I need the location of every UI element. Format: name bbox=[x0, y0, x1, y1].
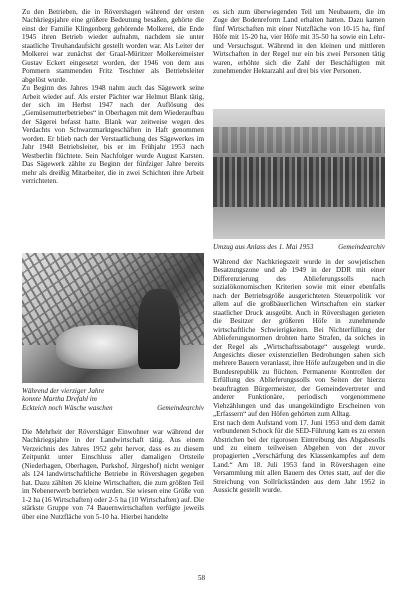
column-right-bottom bbox=[213, 258, 385, 495]
column-left-top bbox=[22, 8, 204, 186]
caption-washing bbox=[22, 387, 204, 412]
paragraph: Während der Nachkriegszeit wurde in der sowjetischen Besatzungszone und ab 1949 in der DDR mit einer Differenzierung des Ablieferungssolls nach sozialökonomischen Kriterien sowie mit einer ebenfalls nach der Betriebsgröße ausgerichteten Steuerpolitik vor allem auf die großbäuerlichen Wirtschaften ein starker staatlicher Druck ausgeübt. Auch in Rövershagen gerieten die Besitzer der größeren Höfe in zunehmende wirtschaftliche Schwierigkeiten. Bei Nichterfüllung der Ablieferungsnormen drohten harte Strafen, da solches in der Regel als „Wirtschaftssabotage“ ausgelegt wurde. Angesichts dieser existenziellen Bedrohungen sahen sich mehrere Bauern veranlasst, ihre Höfe aufzugeben und in die Bundesrepublik zu flüchten. Permanente Kontrollen der Erfüllung des Ablieferungssolls von Seiten der hierzu beauftragten Bürgermeister, der Gemeindevertreter und anderer Funktionäre, periodisch vorgenommene Viehzählungen und das unangekündigte Erscheinen von „Erfassern“ auf den Höfen gehörten zum Alltag. bbox=[213, 258, 385, 419]
paragraph: Die Mehrheit der Rövershäger Einwohner war während der Nachkriegsjahre in der Landwirtschaft tätig. Aus einem Verzeichnis des Jahres 1952 geht hervor, dass es zu diesem Zeitpunkt unter Einschluss aller damaligen Ortsteile (Niederhagen, Oberhagen, Purkshof, Jürgeshof) nicht weniger als 124 landwirtschaftliche Betriebe in Rövershagen gegeben hat. Dazu zählten 26 kleine Wirtschaften, die zum größten Teil im Nebenerwerb betrieben wurden. Sie wiesen eine Größe von 1-2 ha (16 Wirtschaften) oder 2-5 ha (10 Wirtschaften) auf. Die stärkste Gruppe von 74 Bauernwirtschaften verfügte jeweils über eine Nutzfläche von 5-10 ha. Hierbei handelte bbox=[22, 428, 204, 521]
caption-may-day bbox=[213, 243, 385, 251]
paragraph: Erst nach dem Aufstand vom 17. Juni 1953 und dem damit verbundenen Schock für die SED-Führung kam es zu ersten Abstrichen bei der rigorosen Eintreibung des Abgabesolls und zu einem teilweisen Abgehen von der zuvor propagierten „Verschärfung des Klassenkampfes auf dem Land.“ Am 18. Juli 1953 fand in Rövershagen eine Versammlung mit allen Bauern des Ortes statt, auf der die Streichung von Sollrückständen aus dem Jahr 1952 in Aussicht gestellt wurde. bbox=[213, 418, 385, 495]
photo-buildings bbox=[213, 127, 385, 153]
caption-credit: Gemeindearchiv bbox=[157, 403, 204, 412]
paragraph: Zu Beginn des Jahres 1948 nahm auch das Sägewerk seine Arbeit wieder auf. Als erster Pächter war Helmut Blank tätig, der sich im Herbst 1947 nach der Auflösung des „Gemüsemutterbetriebes“ in Oberhagen mit dem Wiederaufbau der Sägerei befasst hatte. Blank war zeitweise wegen des Verdachts von Schwarzmarktgeschäften in Haft genommen worden. Er blieb nach der Verstaatlichung des Sägewerkes im Jahr 1948 Betriebsleiter, bis er im Frühjahr 1953 nach Westberlin flüchtete. Sein Nachfolger wurde August Karsten. Das Sägewerk zählte zu Beginn der fünfziger Jahre bereits mehr als dreißig Mitarbeiter, die in zwei Schichten ihre Arbeit verrichteten. bbox=[22, 84, 204, 186]
caption-line: Eckteich noch Wäsche waschen bbox=[22, 403, 113, 412]
column-left-bottom bbox=[22, 428, 204, 521]
column-right-top bbox=[213, 8, 385, 76]
photo-may-day-parade bbox=[213, 109, 385, 239]
paragraph: es sich zum überwiegenden Teil um Neubauern, die im Zuge der Bodenreform Land erhalten hatten. Dazu kamen fünf Wirtschaften mit einer Nutzfläche von 10-15 ha, fünf Höfe mit 15-20 ha, vier Höfe mit 35-50 ha sowie ein Lehr- und Versuchsgut. Während in den kleinen und mittleren Wirtschaften in der Regel nur ein bis zwei Personen tätig waren, erhöhte sich die Zahl der Beschäftigten mit zunehmender Hektarzahl auf drei bis vier Personen. bbox=[213, 8, 385, 76]
caption-credit: Gemeindearchiv bbox=[338, 243, 385, 251]
paragraph: Zu den Betrieben, die in Rövershagen während der ersten Nachkriegsjahre eine größere Bedeutung besaßen, gehörte die einst der Familie Klingenberg gehörende Molkerei, die Ende 1945 ihren Betrieb wieder aufnahm, nachdem sie unter staatliche Treuhandaufsicht gestellt worden war. Als Leiter der Molkerei war zunächst der Graal-Müritzer Molkereimeister Gustav Eckert eingesetzt worden, der 1946 von dem aus Pommern stammenden Fritz Teschner als Betriebsleiter abgelöst wurde. bbox=[22, 8, 204, 84]
photo-washing-in-pond bbox=[22, 253, 204, 383]
caption-title: Umzug aus Anlass des 1. Mai 1953 bbox=[213, 243, 314, 251]
page-number: 58 bbox=[197, 574, 206, 582]
photo-crowd bbox=[213, 157, 385, 209]
photo-wash-tub bbox=[56, 325, 148, 369]
photo-woman bbox=[138, 289, 180, 369]
photo-street bbox=[213, 207, 385, 239]
caption-line: konnte Martha Drefahl im bbox=[22, 395, 97, 404]
caption-line: Während der vierziger Jahre bbox=[22, 387, 105, 395]
